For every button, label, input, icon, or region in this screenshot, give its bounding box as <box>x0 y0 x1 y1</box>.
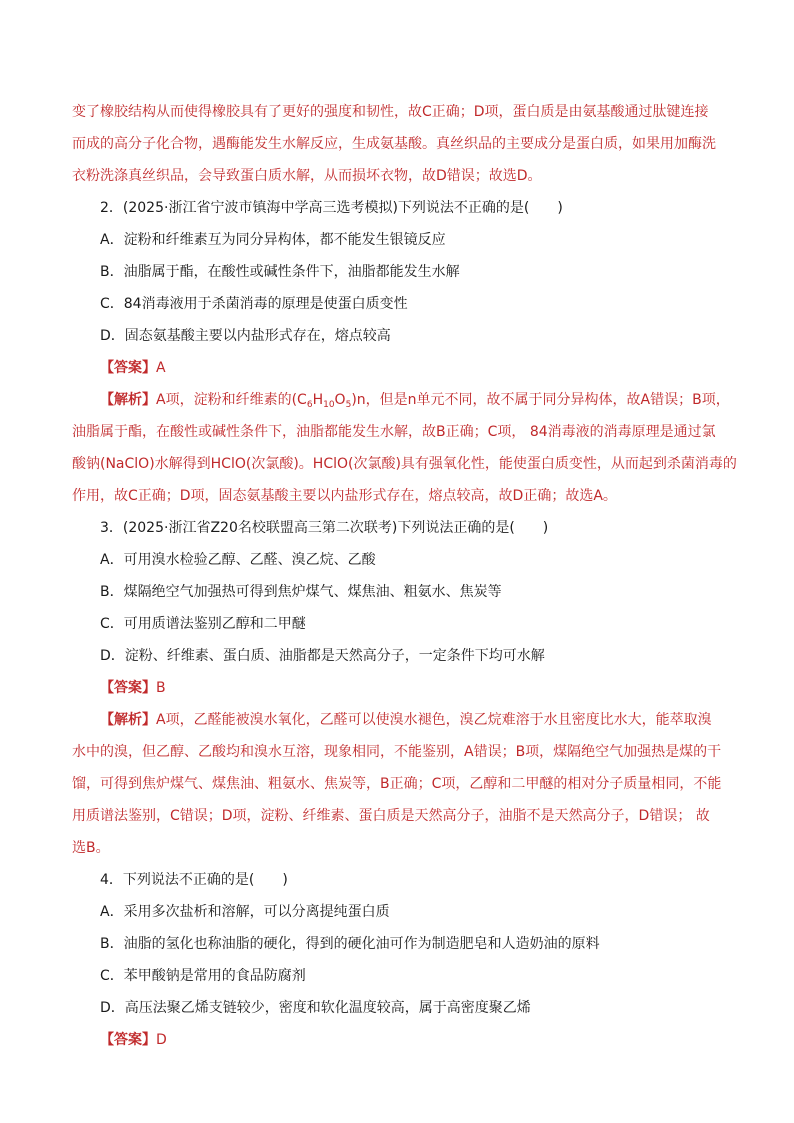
formula-subscript: 10 <box>323 400 335 410</box>
question-3-option-d: D．淀粉、纤维素、蛋白质、油脂都是天然高分子，一定条件下均可水解 <box>100 648 545 664</box>
question-3-analysis-line-2: 水中的溴，但乙醇、乙酸均和溴水互溶，现象相同，不能鉴别，A错误；B项，煤隔绝空气加强热是煤的干 <box>72 744 722 760</box>
analysis-continuation-line-1: 变了橡胶结构从而使得橡胶具有了更好的强度和韧性，故C正确；D项，蛋白质是由氨基酸通过肽键连接 <box>72 104 709 120</box>
question-2-stem: 2．(2025·浙江省宁波市镇海中学高三选考模拟)下列说法不正确的是( ) <box>100 200 563 216</box>
analysis-tag: 【解析】 <box>100 392 156 408</box>
question-2-analysis-line-2: 油脂属于酯，在酸性或碱性条件下，油脂都能发生水解，故B正确；C项， 84消毒液的消毒原理是通过氯 <box>72 424 716 440</box>
question-2-answer <box>100 358 166 378</box>
question-4-stem: 4．下列说法不正确的是( ) <box>100 872 288 888</box>
answer-tag: 【答案】 <box>100 1032 156 1048</box>
question-2-option-a: A．淀粉和纤维素互为同分异构体，都不能发生银镜反应 <box>100 232 446 248</box>
formula-subscript: 6 <box>306 400 313 410</box>
question-2-analysis-line-1 <box>100 390 730 410</box>
question-2-option-b: B．油脂属于酯，在酸性或碱性条件下，油脂都能发生水解 <box>100 264 460 280</box>
formula-text: O <box>334 392 346 408</box>
question-2-analysis-line-4: 作用，故C正确；D项，固态氨基酸主要以内盐形式存在，熔点较高，故D正确；故选A。 <box>72 488 617 504</box>
answer-tag: 【答案】 <box>100 680 156 696</box>
question-2-option-c: C．84消毒液用于杀菌消毒的原理是使蛋白质变性 <box>100 296 408 312</box>
question-3-analysis-line-3: 馏，可得到焦炉煤气、煤焦油、粗氨水、焦炭等，B正确；C项，乙醇和二甲醚的相对分子质量相同，不能 <box>72 776 722 792</box>
question-3-option-a: A．可用溴水检验乙醇、乙醛、溴乙烷、乙酸 <box>100 552 376 568</box>
question-4-option-a: A．采用多次盐析和溶解，可以分离提纯蛋白质 <box>100 904 390 920</box>
analysis-tag: 【解析】 <box>100 712 156 728</box>
question-4-answer <box>100 1030 167 1050</box>
question-2-analysis-line-3: 酸钠(NaClO)水解得到HClO(次氯酸)。HClO(次氯酸)具有强氧化性，能使蛋白质变性，从而起到杀菌消毒的 <box>72 456 737 472</box>
answer-value: B <box>156 680 166 696</box>
answer-value: D <box>156 1032 167 1048</box>
question-3-analysis-line-5: 选B。 <box>72 840 110 856</box>
question-3-answer <box>100 678 166 698</box>
formula-subscript: 5 <box>345 400 352 410</box>
question-4-option-c: C．苯甲酸钠是常用的食品防腐剂 <box>100 968 306 984</box>
analysis-continuation-line-3: 衣粉洗涤真丝织品，会导致蛋白质水解，从而损坏衣物，故D错误；故选D。 <box>72 168 542 184</box>
question-3-analysis-line-4: 用质谱法鉴别，C错误；D项，淀粉、纤维素、蛋白质是天然高分子，油脂不是天然高分子，D错误； 故 <box>72 808 710 824</box>
question-4-option-b: B．油脂的氢化也称油脂的硬化，得到的硬化油可作为制造肥皂和人造奶油的原料 <box>100 936 600 952</box>
answer-value: A <box>156 360 166 376</box>
analysis-continuation-line-2: 而成的高分子化合物，遇酶能发生水解反应，生成氨基酸。真丝织品的主要成分是蛋白质，如果用加酶洗 <box>72 136 716 152</box>
question-2-option-d: D．固态氨基酸主要以内盐形式存在，熔点较高 <box>100 328 391 344</box>
answer-tag: 【答案】 <box>100 360 156 376</box>
analysis-text: A项，乙醛能被溴水氧化，乙醛可以使溴水褪色，溴乙烷难溶于水且密度比水大，能萃取溴 <box>156 712 712 728</box>
analysis-text: )n，但是n单元不同，故不属于同分异构体，故A错误；B项， <box>351 392 730 408</box>
analysis-text: A项，淀粉和纤维素的(C <box>156 392 307 408</box>
formula-text: H <box>312 392 324 408</box>
question-3-option-c: C．可用质谱法鉴别乙醇和二甲醚 <box>100 616 306 632</box>
question-4-option-d: D．高压法聚乙烯支链较少，密度和软化温度较高，属于高密度聚乙烯 <box>100 1000 531 1016</box>
question-3-analysis-line-1 <box>100 710 712 730</box>
question-3-option-b: B．煤隔绝空气加强热可得到焦炉煤气、煤焦油、粗氨水、焦炭等 <box>100 584 502 600</box>
question-3-stem: 3．(2025·浙江省Z20名校联盟高三第二次联考)下列说法正确的是( ) <box>100 520 549 536</box>
